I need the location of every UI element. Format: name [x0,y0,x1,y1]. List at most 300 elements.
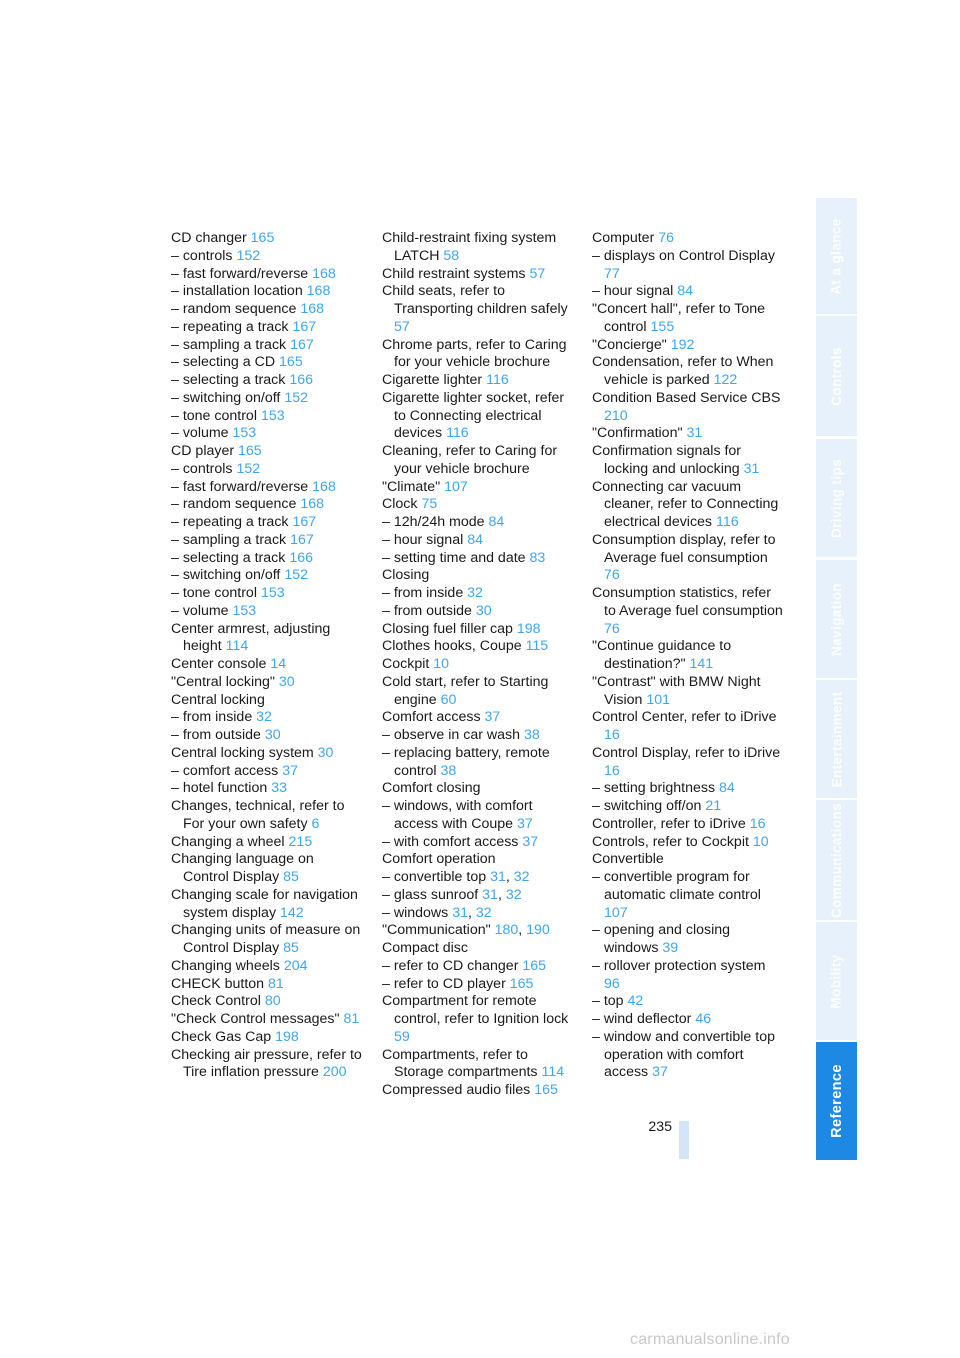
page-reference-link[interactable]: 153 [260,407,285,424]
index-entry [382,851,574,869]
index-entry: – windows 31, 32 [382,904,492,921]
tab-label: Driving tips [829,458,844,538]
index-entry [171,780,363,798]
index-entry: "Communication" 180, 190 [382,922,550,939]
page-reference-link[interactable]: 192 [670,336,695,353]
index-entry [592,851,784,869]
entry-text: Condensation, refer to When vehicle is parked [592,354,774,388]
entry-text: Cold start, refer to Starting engine [382,673,549,708]
entry-text: – sampling a track [171,531,287,548]
page-reference-link[interactable]: 81 [343,1011,360,1027]
entry-text: – from inside [171,709,253,726]
index-entry [592,390,784,426]
entry-text: Child seats, refer to Transporting children safely [382,283,568,317]
entry-text: Cleaning, refer to Caring for your vehicle brochure [382,443,558,477]
index-entry [171,922,363,958]
entry-text: – repeating a track [171,318,289,335]
index-entry [382,283,574,336]
tab-communications[interactable] [816,800,857,920]
page-reference-link[interactable]: 115 [525,638,549,655]
page-reference-link[interactable]: 81 [268,975,284,992]
index-entry [592,869,784,922]
page-reference-link[interactable]: 152 [284,389,308,406]
entry-text: – selecting a CD [171,354,276,371]
page-reference-link[interactable]: 152 [236,460,261,477]
index-entry [171,372,363,390]
entry-text: – tone control [171,585,257,601]
entry-text: – installation location [171,283,303,300]
page-reference-link[interactable]: 38 [523,727,540,743]
page-reference-link[interactable]: 84 [467,531,483,548]
page-reference-link[interactable]: 168 [300,496,325,513]
entry-text: Compressed audio files [382,1082,531,1098]
index-entry [592,993,784,1011]
entry-text: Clock [382,496,418,513]
index-entry [592,248,784,284]
index-entry [171,993,363,1011]
entry-text: – random sequence [171,301,297,317]
page-reference-link[interactable]: 165 [238,443,262,459]
index-entry [382,266,574,284]
entry-text: Closing [382,567,430,584]
index-entry [171,976,363,994]
entry-text: – switching off/on [592,798,702,814]
tab-driving-tips[interactable] [816,439,857,557]
index-entry [171,408,363,426]
entry-text: – opening and closing windows [592,922,731,956]
index-entry [171,301,363,319]
index-entry [171,443,363,461]
index-entry [382,585,574,603]
entry-text: Child restraint systems [382,265,526,282]
index-entry [592,674,784,710]
entry-text: – with comfort access [382,833,519,850]
index-entry [171,958,363,976]
page-reference-link[interactable]: 180 [494,922,519,939]
entry-text: Central locking system [171,744,314,761]
entry-text: – hour signal [382,531,464,548]
entry-text: Clothes hooks, Coupe [382,638,522,655]
entry-text: – from outside [382,602,472,619]
page-reference-link[interactable]: 16 [604,762,620,779]
entry-text: – refer to CD changer [382,957,519,974]
page-reference-link[interactable]: 168 [312,265,336,282]
entry-text: Cigarette lighter socket, refer to Connecting electrical devices [382,389,565,442]
index-entry [171,319,363,337]
page-reference-link[interactable]: 190 [526,922,550,939]
entry-text: – fast forward/reverse [171,478,309,495]
index-entry [592,780,784,798]
page-reference-link[interactable]: 6 [311,815,320,832]
page-reference-link[interactable]: 75 [421,496,438,513]
index-entry [592,425,784,443]
index-entry [382,976,574,994]
index-entry [592,230,784,248]
entry-text: CHECK button [171,975,265,992]
entry-text: – controls [171,247,233,264]
entry-text: – wind deflector [592,1011,692,1027]
entry-text: – from outside [171,727,261,743]
index-entry [592,834,784,852]
entry-text: Consumption statistics, refer to Average fuel consumption [592,585,783,619]
page-reference-link[interactable]: 116 [715,514,739,530]
entry-text: Compartment for remote control, refer to Ignition lock [382,993,569,1027]
index-entry [382,337,574,373]
page-reference-link[interactable]: 210 [604,407,628,424]
entry-text: – window and convertible top operation with comfort access [592,1028,775,1081]
page-reference-link[interactable]: 101 [646,691,671,708]
page-reference-link[interactable]: 30 [264,727,281,743]
page-number: 235 [648,1119,672,1135]
page-reference-link[interactable]: 122 [713,372,738,388]
entry-text: – top [592,993,624,1010]
index-entry [382,958,574,976]
page-reference-link[interactable]: 198 [275,1028,299,1045]
index-entry [171,461,363,479]
entry-text: Comfort closing [382,780,481,797]
page-reference-link[interactable]: 32 [505,886,522,903]
index-entry [171,851,363,887]
page-reference-link[interactable]: 76 [658,230,675,246]
page-reference-link[interactable]: 57 [394,318,410,335]
entry-text: Controls, refer to Cockpit [592,833,749,850]
page-reference-link[interactable]: 155 [650,318,675,335]
page-reference-link[interactable]: 37 [522,833,539,850]
entry-text: – fast forward/reverse [171,265,309,282]
index-entry [592,354,784,390]
page-reference-link[interactable]: 32 [467,585,483,601]
page-reference-link[interactable]: 167 [292,318,317,335]
entry-text: Changing a wheel [171,833,285,850]
page-reference-link[interactable]: 166 [289,372,313,388]
index-entry [171,337,363,355]
index-entry [171,798,363,834]
page-reference-link[interactable]: 84 [677,283,693,300]
index-entry [382,798,574,834]
index-entry [592,1011,784,1029]
page-reference-link[interactable]: 37 [652,1064,668,1081]
entry-text: – selecting a track [171,372,286,388]
page-reference-link[interactable]: 84 [719,780,735,797]
page-reference-link[interactable]: 10 [752,833,769,850]
page-reference-link[interactable]: 96 [604,975,620,992]
tab-entertainment[interactable] [816,680,857,798]
entry-text: – repeating a track [171,514,289,530]
page-reference-link[interactable]: 167 [292,514,317,530]
entry-text: – 12h/24h mode [382,514,485,530]
entry-text: Check Gas Cap [171,1028,272,1045]
entry-text: – from inside [382,585,464,601]
index-entry [592,337,784,355]
entry-text: Changing language on Control Display [171,851,314,885]
index-entry [171,1047,363,1083]
entry-text: Cockpit [382,656,430,672]
index-entry [171,656,363,674]
page-reference-link[interactable]: 32 [475,904,492,921]
entry-text: Closing fuel filler cap [382,620,513,637]
entry-text: – controls [171,460,233,477]
page-reference-link[interactable]: 165 [522,957,547,974]
index-entry [382,532,574,550]
entry-text: Compartments, refer to Storage compartments [382,1046,538,1081]
entry-text: CD changer [171,230,247,246]
entry-text: – setting brightness [592,780,716,797]
page-reference-link[interactable]: 167 [290,336,314,353]
page-reference-link[interactable]: 152 [236,247,261,264]
index-entry [592,816,784,834]
page-reference-link[interactable]: 153 [232,602,257,619]
index-entry [171,1011,363,1029]
watermark: carmanualsonline.info [630,1331,790,1348]
index-entry [171,727,363,745]
entry-text: – displays on Control Display [592,247,775,264]
index-entry [382,656,574,674]
entry-text: Center console [171,656,267,672]
entry-text: – random sequence [171,496,297,513]
page-reference-link[interactable]: 153 [232,425,257,442]
page-reference-link[interactable]: 59 [394,1028,410,1045]
section-tabs [816,198,857,1160]
index-entry [171,390,363,408]
index-entry [382,940,574,958]
page-reference-link[interactable]: 16 [604,727,620,743]
page-reference-link[interactable]: 116 [446,425,469,442]
index-entry [171,585,363,603]
page-reference-link[interactable]: 165 [534,1082,558,1098]
page-reference-link[interactable]: 107 [604,904,628,921]
index-entry [171,266,363,284]
entry-text: Connecting car vacuum cleaner, refer to Connecting electrical devices [592,478,779,530]
page-reference-link[interactable]: 85 [283,940,299,956]
page-reference-link[interactable]: 152 [284,567,308,584]
index-entry [592,798,784,816]
entry-text: Comfort operation [382,851,496,868]
tab-label: Navigation [829,582,845,656]
index-column-1 [171,230,363,1082]
index-entry [592,958,784,994]
page-reference-link[interactable]: 116 [486,372,509,388]
page-reference-link[interactable]: 31 [452,904,468,921]
page-reference-link[interactable]: 85 [283,869,299,885]
entry-text: "Contrast" with BMW Night Vision [592,673,761,708]
page-reference-link[interactable]: 14 [270,656,287,672]
page-reference-link[interactable]: 76 [604,567,620,584]
entry-text: Changing wheels [171,957,280,974]
entry-text: – glass sunroof [382,886,479,903]
index-entry [171,709,363,727]
entry-text: – comfort access [171,762,279,779]
page-reference-link[interactable]: 30 [317,744,334,761]
page-reference-link[interactable]: 58 [443,247,460,264]
entry-text: "Check Control messages" [171,1011,340,1027]
index-entry [592,479,784,532]
page-reference-link[interactable]: 168 [306,283,331,300]
index-column-2 [382,230,574,1100]
page-reference-link[interactable]: 167 [290,531,314,548]
entry-text: Condition Based Service CBS [592,389,781,406]
entry-text: – windows, with comfort access with Coupe [382,798,533,832]
entry-text: "Continue guidance to destination?" [592,638,732,672]
page-reference-link[interactable]: 165 [250,230,275,246]
index-entry [171,674,363,692]
page-reference-link[interactable]: 32 [256,709,272,726]
entry-text: Compact disc [382,940,468,956]
entry-text: – convertible program for automatic climate control [592,869,761,903]
index-entry [171,479,363,497]
page-reference-link[interactable]: 204 [283,957,308,974]
index-entry [592,709,784,745]
index-entry [592,922,784,958]
index-entry [382,496,574,514]
tab-mobility[interactable] [816,922,857,1040]
entry-text: "Central locking" [171,673,275,690]
entry-text: – volume [171,425,229,442]
entry-text: Computer [592,230,655,246]
page-reference-link[interactable]: 30 [475,602,492,619]
page-reference-link[interactable]: 83 [529,549,546,566]
index-entry [592,585,784,638]
tab-label: Controls [829,346,845,406]
index-entry [382,993,574,1046]
index-entry [171,283,363,301]
page-reference-link[interactable]: 38 [440,762,457,779]
entry-text: Changes, technical, refer to For your own safety [171,798,345,832]
entry-text: – setting time and date [382,549,526,566]
index-entry [171,834,363,852]
page-reference-link[interactable]: 77 [604,265,620,282]
index-entry [382,443,574,479]
index-entry [382,638,574,656]
page-reference-link[interactable]: 141 [689,656,714,672]
entry-text: Comfort access [382,709,481,726]
entry-text: "Concierge" [592,336,667,353]
entry-text: – replacing battery, remote control [382,744,550,779]
entry-text: Control Display, refer to iDrive [592,744,781,761]
index-entry [171,248,363,266]
entry-text: Chrome parts, refer to Caring for your vehicle brochure [382,336,567,371]
index-entry [592,1029,784,1082]
page-reference-link[interactable]: 168 [300,301,325,317]
page-reference-link[interactable]: 153 [260,585,285,601]
page-reference-link[interactable]: 107 [444,478,468,495]
index-entry [382,621,574,639]
entry-text: – windows [382,904,449,921]
index-entry [592,638,784,674]
tab-label: Communications [829,802,844,918]
page-reference-link[interactable]: 166 [289,549,313,566]
index-entry [382,372,574,390]
page-reference-link[interactable]: 37 [517,815,533,832]
page-reference-link[interactable]: 114 [225,638,249,655]
page-reference-link[interactable]: 10 [433,656,450,672]
index-entry [171,425,363,443]
page-reference-link[interactable]: 200 [322,1064,347,1081]
tab-at-a-glance[interactable] [816,198,857,314]
page-reference-link[interactable]: 21 [705,798,722,814]
page-reference-link[interactable]: 31 [686,425,703,442]
index-entry [382,603,574,621]
page-reference-link[interactable]: 33 [271,780,287,797]
tab-navigation[interactable] [816,560,857,678]
tab-reference[interactable] [816,1042,857,1160]
index-column-3 [592,230,784,1082]
index-entry [171,567,363,585]
page-reference-link[interactable]: 165 [509,975,534,992]
entry-text: "Climate" [382,478,441,495]
page-reference-link[interactable]: 84 [488,514,505,530]
tab-label: Mobility [829,953,845,1009]
page-reference-link[interactable]: 16 [749,815,766,832]
page-reference-link[interactable]: 142 [280,904,304,921]
index-entry [592,283,784,301]
page-reference-link[interactable]: 30 [278,673,295,690]
index-entry [592,301,784,337]
index-entry [382,230,574,266]
index-entry [171,514,363,532]
tab-controls[interactable] [816,316,857,436]
page-reference-link[interactable]: 42 [627,993,644,1010]
entry-text: – selecting a track [171,549,286,566]
page-reference-link[interactable]: 114 [541,1064,565,1081]
page-reference-link[interactable]: 198 [516,620,541,637]
page-reference-link[interactable]: 37 [484,709,501,726]
index-entry: – glass sunroof 31, 32 [382,886,522,903]
entry-text: Center armrest, adjusting height [171,620,331,655]
index-entry [171,230,363,248]
entry-text: Check Control [171,993,261,1010]
page-reference-link[interactable]: 57 [529,265,546,282]
index-entry [171,603,363,621]
entry-text: – rollover protection system [592,957,766,974]
page-reference-link[interactable]: 31 [743,460,760,477]
index-entry [382,674,574,710]
index-entry [171,692,363,710]
entry-text: Changing units of measure on Control Display [171,922,361,956]
page-reference-link[interactable]: 31 [482,886,498,903]
index-entry [171,621,363,657]
entry-text: Confirmation signals for locking and unlocking [592,443,742,477]
tab-label: Reference [828,1064,845,1138]
index-entry [382,709,574,727]
page-reference-link[interactable]: 80 [264,993,281,1010]
index-entry [592,745,784,781]
page-reference-link[interactable]: 37 [282,762,298,779]
index-entry [382,567,574,585]
index-entry [592,443,784,479]
index-entry [382,479,574,497]
index-entry [592,532,784,585]
entry-text: Child-restraint fixing system LATCH [382,230,557,264]
page-reference-link[interactable]: 39 [662,940,679,956]
page-reference-link[interactable]: 168 [312,478,336,495]
entry-text: – observe in car wash [382,727,521,743]
index-entry [171,550,363,568]
entry-text: – hotel function [171,780,268,797]
page-reference-link[interactable]: 31 [490,869,506,885]
entry-text: – tone control [171,407,257,424]
page-reference-link[interactable]: 32 [513,869,530,885]
index-entry [382,834,574,852]
page-reference-link[interactable]: 60 [440,691,457,708]
page-reference-link[interactable]: 76 [604,620,620,637]
page-reference-link[interactable]: 215 [288,833,313,850]
page-reference-link[interactable]: 165 [279,354,303,371]
index-entry [382,745,574,781]
page-reference-link[interactable]: 46 [695,1011,712,1027]
entry-text: Cigarette lighter [382,372,483,388]
index-entry [382,390,574,443]
entry-text: Checking air pressure, refer to Tire inflation pressure [171,1046,362,1081]
